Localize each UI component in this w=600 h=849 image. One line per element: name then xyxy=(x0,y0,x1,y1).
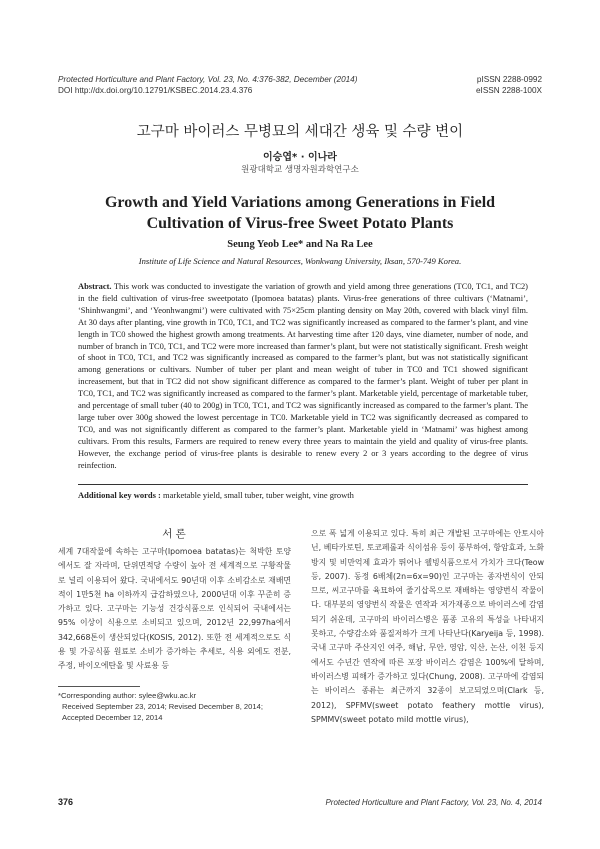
korean-title: 고구마 바이러스 무병묘의 세대간 생육 및 수량 변이 xyxy=(136,124,464,140)
english-title xyxy=(0,192,600,234)
pissn: pISSN 2288-0992 xyxy=(476,75,542,84)
journal-citation: Protected Horticulture and Plant Factory, Vol. 23, No. 4:376-382, December (2014) xyxy=(58,75,358,84)
abstract xyxy=(78,281,528,472)
keywords-text: marketable yield, small tuber, tuber weight, vine growth xyxy=(163,490,354,500)
accepted-date: Accepted December 12, 2014 xyxy=(62,713,163,722)
eissn: eISSN 2288-100X xyxy=(476,86,542,95)
keywords-label: Additional key words : xyxy=(78,490,161,500)
korean-authors: 이승엽* · 이나라 xyxy=(263,152,337,163)
body-column-right: 으로 폭 넓게 이용되고 있다. 특히 최근 개발된 고구마에는 안토시아닌, 베타카로틴, 토코페롤과 식이섬유 등이 풍부하여, 항암효과, 노화방지 및 비만억제 효과가 뛰어나 웰빙식품으로서 가치가 크다(Teow 등, 2007). 동정 6배체(2n=6x=90)인 고구마는 종자번식이 안되므로, 씨고구마를 육묘하여 줄기삽목으로 재배하는 영양번식 작물이다. 대부분의 영양번식 작물은 연작과 저가재종으로 바이러스에 감염되기 쉬운데, 고구마의 바이러스병은 품종 고유의 특성을 나타내지 못하고, 수량감소와 품질저하가 크게 나타난다(Karyeija 등, 1998). 국내 고구마 주산지인 여주, 해남, 무안, 영암, 익산, 논산, 이천 등지에서도 수년간 연작에 따른 포장 바이러스 감염은 100%에 달하며, 바이러스병 피해가 증가하고 있다(Chung, 2008). 고구마에 감염되는 바이러스 종류는 최근까지 32종이 보고되었으며(Clark 등, 2012), SPFMV(sweet potato feathery mottle virus), SPMMV(sweet potato mild mottle virus), xyxy=(311,529,544,724)
page-number: 376 xyxy=(58,797,74,807)
english-affiliation: Institute of Life Science and Natural Resources, Wonkwang University, Iksan, 570-749 Korea. xyxy=(138,256,462,266)
footnote xyxy=(58,690,298,723)
footnote-divider xyxy=(58,686,140,687)
keywords xyxy=(78,490,528,500)
corresponding-author: *Corresponding author: sylee@wku.ac.kr xyxy=(58,691,197,700)
korean-affiliation: 원광대학교 생명자원과학연구소 xyxy=(241,165,359,175)
section-title-introduction: 서 론 xyxy=(162,528,186,540)
received-date: Received September 23, 2014; Revised December 8, 2014; xyxy=(62,702,263,711)
running-footer: Protected Horticulture and Plant Factory, Vol. 23, No. 4, 2014 xyxy=(325,798,542,807)
body-column-left: 세계 7대작물에 속하는 고구마(Ipomoea batatas)는 척박한 토양에서도 잘 자라며, 단위면적당 수량이 높아 전 세계적으로 구황작물로 널리 이용되어 왔다. 국내에서도 90년대 이후 소비감소로 재배면적이 1만5천 ha 이하까지 급감하였으나, 2000년대 이후 꾸준히 증가하고 있다. 고구마는 기능성 건강식품으로 인식되어 국내에서는 95% 이상이 식용으로 소비되고 있으며, 2012년 22,997ha에서 342,668톤이 생산되었다(KOSIS, 2012). 또한 전 세계적으로도 식용 및 가공식품 원료로 소비가 증가하는 추세로, 식용 외에도 전분, 주정, 바이오에탄올 및 사료용 등 xyxy=(58,547,291,671)
keywords-divider xyxy=(78,484,528,485)
english-authors: Seung Yeob Lee* and Na Ra Lee xyxy=(227,239,373,250)
english-title-line-2: Cultivation of Virus-free Sweet Potato Plants xyxy=(146,215,454,232)
abstract-label: Abstract. xyxy=(78,281,112,291)
doi-link[interactable]: DOI http://dx.doi.org/10.12791/KSBEC.2014.23.4.376 xyxy=(58,86,253,95)
abstract-text: This work was conducted to investigate the variation of growth and yield among three generations (TC0, TC1, and TC2) in the field cultivation of virus-free sweetpotato (Ipomoea batatas) plants. Virus-free generations of three cultivars (‘Matnami’, ‘Shinhwangmi’, and ‘Yeonhwangmi’) were cultivated with 75×25cm planting density on May 20th, covered with black vinyl film. At 30 days after planting, vine growth in TC0, TC1, and TC2 was significantly increased as compared to the farmer’s plant, and vine length in TC0 showed the highest growth among treatments. At harvesting time after 120 days, vine diameter, number of node, and number of branch in TC0, TC1, and TC2 were more increased than farmer’s plant, but were not statistically significant. Fresh weight of shoot in TC0, TC1, and TC2 was significantly increased as compared to the farmer’s plant, but was not statistically significant among generations or cultivars. Number of tuber per plant and mean weight of tuber in TC0 and TC1 showed significant increasement, but that in TC2 did not show significant difference as compared to the farmer’s plant. Weight of tuber per plant in TC0, TC1, and TC2 was significantly increased as compared to the farmer’s plant. Marketable yield, percentage of marketable tuber, and percentage of small tuber (40 to 200g) in TC0, TC1, and TC2 was significantly increased as compared to the farmer’s plant. The large tuber over 300g showed the lowest percentage in TC0. Marketable yield in TC2 was significantly decreased as compared to TC0, and was not significantly different as compared to the farmer’s plant. Marketable yield in ‘Matnami’ was highest among cultivars. From this results, Farmers are required to renew every three years to maintain the yield and quality of virus-free plants. However, the exchange period of virus-free plants is desirable to renew every 2 or 3 years according to the degree of virus reinfection. xyxy=(78,281,528,470)
english-title-line-1: Growth and Yield Variations among Generations in Field xyxy=(104,194,496,211)
